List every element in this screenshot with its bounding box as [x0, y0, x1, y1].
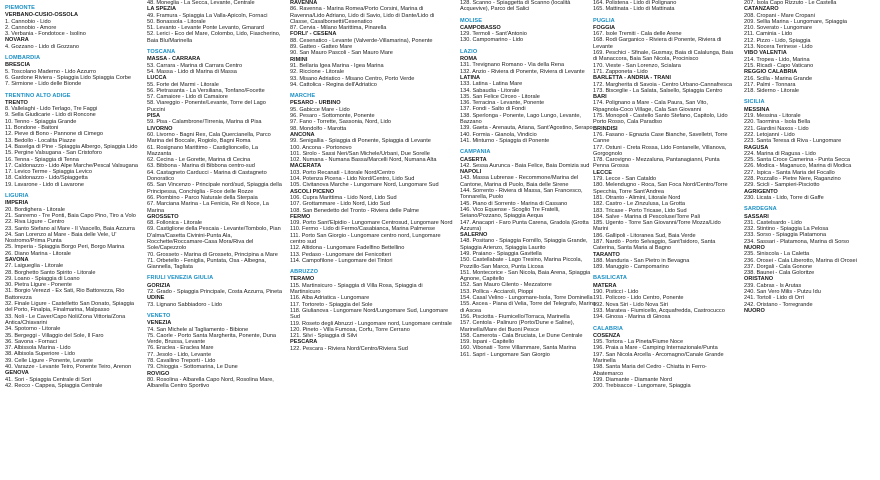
beach-entry: 28. Borghetto Santo Spirito - Litorale [5, 269, 96, 276]
beach-entry: 117. Tortoreto - Spiaggia del Sole [290, 301, 373, 308]
column-3 [287, 0, 456, 480]
province-heading: BRESCIA [5, 62, 31, 69]
beach-entry: 88. Cesenatico - Levante (Valverde-Villamarina), Ponente [290, 37, 433, 44]
beach-entry: 198. Santa Maria del Cedro - Chiatta in Ferro-Abatemarco [593, 364, 707, 377]
beach-entry: 107. Grottammare - Lido Nord, Lido Sud [290, 201, 390, 208]
province-heading: VERBANO-CUSIO-OSSOLA [5, 12, 79, 19]
province-heading: CATANZARO [744, 6, 779, 13]
beach-entry: 104. Potenza Picena - Lido Nord/Centro, Lido Sud [290, 176, 415, 183]
beach-entry: 95. Gabicce Mare - Lido [290, 106, 350, 113]
beach-entry: 91. Bellaria Igea Marina - Igea Marina [290, 62, 384, 69]
beach-entry: 116. Alba Adriatica - Lungomare [290, 295, 370, 302]
beach-entry: 29. Loano - Spiaggia di Loano [5, 275, 80, 282]
province-heading: LA SPEZIA [147, 6, 177, 13]
beach-entry: 52. Lerici - Eco del Mare, Colombo, Lido, Fiascherino, Baia Blu/Marinella [147, 31, 281, 44]
province-heading: REGGIO CALABRIA [744, 69, 798, 76]
beach-entry: 177. Ostuni - Creta Rossa, Lido Fontanelle, Villanova, Gorgognolo [593, 144, 727, 157]
beach-entry: 151. Montecorice - San Nicola, Baia Arena, Spiaggia Agnone, Capitello [460, 269, 591, 283]
province-heading: PESCARA [290, 339, 318, 346]
beach-entry: 242. Oristano - Torregrande [744, 301, 813, 308]
province-heading: TRENTO [5, 99, 28, 106]
province-heading: VIBO VALENTIA [744, 50, 787, 57]
beach-entry: 106. Cupra Marittima - Lido Nord, Lido Sud [290, 194, 397, 201]
beach-entry: 62. Cecina - Le Gorette, Marina di Cecina [147, 157, 251, 164]
beach-entry: 32. Finale Ligure - Castelletto San Donato, Spiaggia del Porto, Finalpia, Finalmarina, Malpasso [5, 301, 135, 314]
beach-entry: 147. Anacapri - Faro Punta Carena, Gradola (Grotta Azzurra) [460, 219, 589, 232]
beach-entry: 16. Tenna - Spiaggia di Tenna [5, 156, 79, 163]
beach-entry: 27. Laigueglia - Litorale [5, 263, 64, 270]
beach-entry: 142. Sessa Aurunca - Baia Felice, Baia Domizia sud [460, 162, 590, 169]
beach-entry: 100. Ancona - Portonovo [290, 144, 352, 151]
province-heading: ASCOLI PICENO [290, 188, 335, 195]
beach-entry: 199. Diamante - Diamante Nord [593, 376, 672, 383]
beach-entry: 86. Ravenna - Marina Romea/Porto Corsini, Marina di Ravenna/Lido Adriano, Lido di Savio, Lido di Dante/Lido di Classe, Casalborsetti/Cesenatico [290, 6, 435, 25]
beach-entry: 50. Bonassola - Litorale [147, 18, 206, 25]
province-heading: CASERTA [460, 156, 487, 163]
beach-entry: 63. Bibbona - Marina di Bibbona centro-sud [147, 163, 255, 170]
province-heading: FERMO [290, 213, 311, 220]
beach-entry: 39. Celle Ligure - Ponente, Levante [5, 357, 94, 364]
beach-entry: 10. Tenno - Spiaggia Grande [5, 118, 77, 125]
beach-entry: 65. San Vincenzo - Principale nord/sud, Spiaggia della Principessa, Conchiglia - Foce delle Rozze [147, 182, 282, 195]
beach-entry: 119. Roseto degli Abruzzi - Lungomare nord, Lungomare centrale [290, 320, 452, 327]
beach-entry: 174. Polignano a Mare - Cala Paura, San Vito, Ripagnola-Coco Village, Cala San Giovanni [593, 100, 708, 113]
beach-entry: 98. Mondolfo - Marotta [290, 125, 347, 132]
beach-entry: 187. Nardò - Porto Selvaggio, Sant'Isidoro, Santa Caterina, Santa Maria al Bagno [593, 238, 716, 252]
beach-entry: 175. Monopoli - Castello Santo Stefano, Capitolo, Lido Porto Rosso, Cala Paradiso [593, 113, 728, 126]
beach-entry: 61. Rosignano Marittimo - Castiglioncello, La Mazzanta [147, 144, 258, 157]
beach-entry: 208. Cropani - Mare Cropani [744, 12, 815, 19]
province-heading: MESSINA [744, 106, 770, 113]
beach-entry: 197. San Nicola Arcella - Arcomagno/Canale Grande Marinella [593, 351, 724, 365]
beach-entry: 158. Camerota - Cala Bruciata, Le Dune Centrale [460, 332, 583, 339]
beach-entry: 152. San Mauro Cilento - Mezzatorre [460, 282, 552, 289]
beach-entry: 169. Peschici - Sfinale, Gusmay, Baia di Calalunga, Baia di Manaccora, Baia San Nicola, Procinisco [593, 50, 734, 63]
beach-entry: 213. Nocera Terinese - Lido [744, 44, 813, 51]
beach-entry: 148. Positano - Spiaggia Fornillo, Spiaggia Grande, Spiaggia Arienzo, Spiaggia Laurito [460, 238, 588, 251]
province-heading: COSENZA [593, 332, 621, 339]
beach-entry: 25. Imperia - Spiaggia Borgo Peri, Borgo Marina [5, 244, 125, 251]
beach-entry: 109. Porto Sant'Elpidio - Lungomare Centrosud, Lungomare Nord [290, 220, 453, 227]
beach-entry: 99. Senigallia - Spiaggia di Ponente, Spiaggia di Levante [290, 138, 431, 145]
beach-entry: 228. Pozzallo - Pietre Nere, Raganzino [744, 176, 841, 183]
beach-entry: 70. Grosseto - Marina di Grosseto, Principina a Mare [147, 251, 278, 258]
region-heading: BASILICATA [593, 275, 628, 282]
beach-entry: 172. Margherita di Savoia - Centro Urbano-Cannafresca [593, 81, 732, 88]
province-heading: MACERATA [290, 163, 322, 170]
beach-entry: 54. Massa - Lido di Marina di Massa [147, 68, 237, 75]
province-heading: UDINE [147, 295, 165, 302]
beach-entry: 236. Orosei - Cala Liberotto, Marina di Orosei [744, 257, 857, 264]
province-heading: PISA [147, 113, 161, 120]
province-heading: RAVENNA [290, 0, 318, 6]
beach-entry: 36. Savona - Fornaci [5, 338, 57, 345]
beach-entry: 219. Messina - Litorale [744, 113, 801, 120]
beach-entry: 60. Livorno - Bagni Rex, Cala Quercianella, Parco Marina del Boccale, Rogiolo, Bagni Roma [147, 131, 271, 145]
beach-entry: 200. Trebisacce - Lungomare, Spiaggia [593, 383, 691, 390]
beach-entry: 79. Chioggia - Sottomarina, Le Dune [147, 364, 238, 371]
beach-entry: 34. Spotorno - Litorale [5, 326, 61, 333]
province-heading: CAMPOBASSO [460, 24, 501, 31]
beach-entry: 230. Licata - Lido, Torre di Gaffe [744, 194, 824, 201]
beach-entry: 49. Framura - Spiaggia La Valla-Apicoln, Fornaci [147, 12, 268, 19]
beach-entry: 227. Ispica - Santa Maria del Focallo [744, 169, 835, 176]
beach-entry: 155. Ascea - Piana di Velia, Torre del Telegrafo, Marina di Ascea [460, 301, 596, 314]
beach-entry: 56. Pietrasanta - La Versiliana, Tonfano/Focette [147, 87, 265, 94]
beach-entry: 140. Formia - Gianola, Vindicio [460, 131, 537, 138]
beach-entry: 122. Pescara - Riviera Nord/Centro/Riviera Sud [290, 345, 408, 352]
province-heading: NUORO [744, 307, 765, 314]
beach-entry: 51. Levanto - Levante Ponte Levanto, Gmarard [147, 25, 264, 32]
beach-entry: 8. Vallelaghi - Lido Terlago, Tre Faggi [5, 106, 98, 113]
beach-entry: 77. Jesolo - Lido, Levante [147, 351, 212, 358]
beach-entry: 31. Borgio Verezzi - Ex Sati, Rio Battorezza, Rio Battorezza [5, 288, 125, 301]
beach-entry: 121. Silvi - Spiaggia di Silvi [290, 333, 358, 340]
province-heading: AGRIGENTO [744, 188, 778, 195]
beach-entry: 157. Centola - Palinuro (Porto/Dune e Saline), Marinella/Mare dei Buoni Pesce [460, 320, 575, 333]
beach-entry: 3. Verbania - Fondotoce - Isolino [5, 31, 86, 38]
beach-entry: 184. Salve - Marina di Pescoluse/Torre Pali [593, 213, 700, 220]
beach-entry: 118. Giulianova - Lungomare Nord/Lungomare Sud, Lungomare Sud [290, 307, 449, 321]
beach-entry: 239. Cabras - Is Arutas [744, 282, 802, 289]
region-heading: SICILIA [744, 99, 765, 106]
beach-entry: 211. Caminia - Lido [744, 31, 793, 38]
region-heading: TRENTINO ALTO ADIGE [5, 92, 71, 99]
beach-entry: 1. Cannobio - Lido [5, 18, 51, 25]
beach-entry: 145. Piano di Sorrento - Marina di Cassano [460, 200, 568, 207]
beach-entry: 14. Baselga di Pine - Spiaggia Albergo, Spiaggia Lido [5, 143, 138, 150]
region-heading: SARDEGNA [744, 206, 777, 213]
beach-entry: 58. Viareggio - Ponente/Levante, Torre del Lago Puccini [147, 100, 266, 113]
beach-entry: 160. Vibonati - Torre Villammare, Santa Marina [460, 345, 576, 352]
province-heading: NUORO [744, 244, 765, 251]
beach-entry: 108. San Benedetto del Tronto - Riviera delle Palme [290, 207, 420, 214]
region-heading: ABRUZZO [290, 269, 319, 276]
beach-entry: 17. Caldonazzo - Lido Alpe Marche/Pescal Valsugana [5, 162, 138, 169]
beach-entry: 222. Letojanni - Lido [744, 131, 795, 138]
beach-entry: 17. Levico Terme - Spiaggia Levico [5, 169, 92, 176]
province-heading: LUCCA [147, 75, 167, 82]
beach-entry: 90. San Mauro Pascoli - San Mauro Mare [290, 50, 393, 57]
region-heading: TOSCANA [147, 49, 176, 56]
region-heading: VENETO [147, 312, 171, 319]
beach-entry: 143. Massa Lubrense - Recommone/Marina del Cantone, Marina di Puolo, Baia delle Sirene [460, 175, 579, 188]
beach-entry: 173. Bisceglie - La Salata, Salsello, Spiaggia Centro [593, 87, 723, 94]
province-heading: GENOVA [5, 370, 29, 377]
beach-entry: 41. Sori - Spiaggia Centrale di Sori [5, 376, 92, 383]
beach-entry: 93. Misano Adriatico - Misano Centro, Porto Verde [290, 75, 415, 82]
province-heading: LATINA [460, 74, 481, 81]
province-heading: BRINDISI [593, 125, 618, 132]
beach-entry: 188. Manduria - San Pietro in Bevagna [593, 257, 690, 264]
beach-entry: 105. Civitanova Marche - Lungomare Nord, Lungomare Sud [290, 182, 439, 189]
beach-entry: 35. Bergeggi - Villaggio del Sole, Il Faro [5, 332, 104, 339]
beach-entry: 190. Pisticci - Lido [593, 289, 639, 296]
beach-entry: 149. Praiano - Spiaggia Gavitella [460, 250, 542, 257]
beach-entry: 80. Rosolina - Albarella Capo Nord, Rosolina Mare, Albarella Centro Sportivo [147, 376, 274, 390]
province-heading: BARI [593, 94, 607, 101]
beach-entry: 192. Nova Siri - Lido Nova Siri [593, 301, 668, 308]
beach-entry: 153. Pollica - Acciaroli, Pioppi [460, 288, 534, 295]
beach-entry: 218. Siderno - Litorale [744, 88, 800, 95]
beach-entry: 18. Caldonazzo - Lido/Spiaggetta [5, 175, 88, 182]
province-heading: NAPOLI [460, 169, 482, 176]
beach-entry: 164. Polistena - Lido di Polignano [593, 0, 677, 6]
province-heading: FOGGIA [593, 24, 616, 31]
beach-entry: 237. Dorgali - Cala Gonone [744, 263, 813, 270]
beach-entry: 133. Latina - Latina Mare [460, 81, 523, 88]
beach-entry: 139. Gaeta - Arenauta, Ariana, Sant'Agostino, Serapo [460, 125, 593, 132]
beach-entry: 114. Campofilone - Lungomare dei Tintori [290, 257, 393, 264]
region-heading: MOLISE [460, 17, 483, 24]
column-6 [741, 0, 878, 480]
beach-entry: 67. Marciana Marina - La Fenicia, Re di Noce, La Marina [147, 201, 269, 214]
beach-entry: 212. Pizzo - Lido, Spiaggia [744, 37, 811, 44]
beach-entry: 231. Castelsardo - Lido [744, 219, 802, 226]
beach-entry: 235. Siniscola - La Caletta [744, 251, 810, 258]
beach-entry: 9. Sella Giudicarie - Lido di Roncone [5, 112, 96, 119]
beach-entry: 19. Lavarone - Lido di Lavarone [5, 181, 84, 188]
beach-entry: 101. Sirolo - Sassi Neri/San Michele/Urbani, Due Sorelle [290, 150, 430, 157]
beach-entry: 182. Castro - Le Zinzulusa, La Grotta [593, 201, 686, 208]
beach-entry: 159. Ispani - Capitello [460, 339, 515, 346]
province-heading: TARANTO [593, 251, 620, 258]
beach-entry: 5. Toscolano Maderno - Lido Azzurro [5, 68, 97, 75]
beach-entry: 20. Bordighera - Litorale [5, 206, 66, 213]
beach-entry: 69. Castiglione della Pescaia - Levante/Tombolo, Pian D'alma/Casetta Civinini-Punta Ala, Rocchette/Roccamare-Casa Mora/Riva del Sole/Capezzolo [147, 226, 281, 252]
beach-entry: 150. Castellabate - Lago Tresino, Marina Piccola, Pozzillo-San Marco, Punta Licosa [460, 257, 583, 270]
beach-entry: 171. Zapponeta - Lido [593, 68, 648, 75]
beach-entry: 33. Noli - Le Caver/Capo Noli/Zona Vittoria/Zona Antica/Chiavarini [5, 313, 126, 326]
column-4 [457, 0, 599, 480]
beach-entry: 154. Casal Velino - Lungomare-Isola, Torre Dominella [460, 295, 593, 302]
province-heading: ORISTANO [744, 276, 774, 283]
beach-entry: 189. Maruggio - Campomarino [593, 264, 669, 271]
beach-entry: 132. Anzio - Riviera di Ponente, Riviera di Levante [460, 68, 585, 75]
beach-entry: 215. Ricadi - Capo Vaticano [744, 62, 814, 69]
beach-entry: 30. Pietra Ligure - Ponente [5, 282, 72, 289]
beach-entry: 214. Tropea - Lido, Marina [744, 56, 810, 63]
beach-entry: 111. Porto San Giorgio - Lungomare centro nord, Lungomare centro sud [290, 232, 441, 245]
beach-entry: 74. San Michele al Tagliamento - Bibione [147, 326, 249, 333]
beach-entry: 59. Pisa - Calambrone/Tirrenia, Marina di Pisa [147, 119, 262, 126]
beach-entry: 226. Modica - Maganuco, Marina di Modica [744, 163, 852, 170]
beach-entry: 144. Sorrento - Riviera di Massa, San Francesco, Tonnarella, Puolo [460, 188, 583, 201]
beach-entry: 102. Numana - Numana Bassa/Marcelli Nord, Numana Alta [290, 157, 437, 164]
beach-entry: 225. Santa Croce Camerina - Punta Secca [744, 157, 851, 164]
beach-entry: 234. Sassari - Platamona, Marina di Sorso [744, 238, 850, 245]
beach-entry: 6. Gardone Riviera - Spiaggia Lido Spiaggia Corbe [5, 74, 131, 81]
beach-entry: 217. Palmi - Tonnara [744, 81, 796, 88]
beach-entry: 179. Lecce - San Cataldo [593, 176, 657, 183]
beach-entry: 185. Ugento - Torre San Giovanni/Torre Mozza/Lido Marini [593, 220, 721, 233]
beach-entry: 110. Fermo - Lido di Fermo/Casabianca, Marina Palmense [290, 226, 436, 233]
province-heading: TERAMO [290, 276, 315, 283]
beach-entry: 120. Pineto - Villa Fumosa, Corfu, Torre Cerrano [290, 326, 410, 333]
beach-entry: 136. Terracina - Levante, Ponente [460, 100, 545, 107]
beach-entry: 64. Castagneto Carducci - Marina di Castagneto Donoratico [147, 169, 267, 183]
province-heading: GROSSETO [147, 213, 179, 220]
province-heading: ROVIGO [147, 370, 170, 377]
beach-entry: 196. Praia a Mare - Camping Internazionale/Punta [593, 345, 718, 352]
beach-entry: 229. Scicli - Sampieri-Pisciotto [744, 182, 820, 189]
province-heading: ANCONA [290, 131, 315, 138]
beach-entry: 66. Piombino - Parco Naturale della Sterpaia [147, 194, 258, 201]
beach-entry: 181. Otranto - Alimini, Litorale Nord [593, 194, 681, 201]
province-heading: LIVORNO [147, 125, 173, 132]
beach-entry: 37. Albissola Marina - Lido [5, 345, 71, 352]
beach-entry: 129. Termoli - Sant'Antonio [460, 31, 527, 38]
beach-entry: 76. Eraclea - Eraclea Mare [147, 345, 214, 352]
beach-entry: 15. Pergine Valsugana - San Cristoforo [5, 150, 102, 157]
beach-entry: 156. Pisciotta - Fiumicello/Torraca, Marinella [460, 313, 570, 320]
beach-entry: 210. Soverato - Lungomare [744, 25, 813, 32]
beach-entry: 57. Camaiore - Lido di Camaiore [147, 94, 228, 101]
province-heading: LECCE [593, 169, 612, 176]
beach-entry: 42. Recco - Cappea, Spiaggia Centrale [5, 382, 103, 389]
beach-entry: 103. Porto Recanati - Litorale Nord/Centro [290, 169, 395, 176]
beach-entry: 241. Tortolì - Lido di Orrì [744, 295, 805, 302]
beach-entry: 7. Sirmione - Lido delle Bionde [5, 81, 82, 88]
beach-entry: 233. Sorso - Spiaggia Platamona [744, 232, 827, 239]
beach-entry: 68. Follonica - Litorale [147, 220, 203, 227]
province-heading: GORIZIA [147, 282, 171, 289]
beach-entry: 216. Scilla - Marina Grande [744, 75, 813, 82]
beach-entry: 178. Carovigno - Mezzaluna, Pantanagianni, Punta Penna Grossa [593, 157, 720, 170]
beach-entry: 141. Minturno - Spiaggia di Ponente [460, 137, 550, 144]
province-heading: MATERA [593, 282, 617, 289]
region-heading: PUGLIA [593, 17, 615, 24]
province-heading: BARLETTA - ANDRIA - TRANI [593, 75, 671, 82]
beach-entry: 21. Sanremo - Tre Ponti, Baia Capo Pino, Tiro a Volo [5, 212, 136, 219]
beach-entry: 138. Sperlonga - Ponente, Lago Lungo, Levante, Bazzano [460, 112, 581, 126]
beach-entry: 183. Tricase - Porto Tricase, Lido Sud [593, 207, 687, 214]
beach-entry: 13. Bedollo - Localita Piazze [5, 137, 76, 144]
beach-entry: 221. Giardini Naxos - Lido [744, 125, 809, 132]
beach-entry: 232. Stintino - Spiaggia La Pelosa [744, 226, 829, 233]
beach-entry: 55. Forte dei Marmi - Litorale [147, 81, 219, 88]
beach-entry: 26. Diano Marina - Litorale [5, 250, 71, 257]
beach-entry: 40. Varazze - Levante Teiro, Ponente Teiro, Arenon [5, 364, 132, 371]
column-2 [144, 0, 285, 480]
beach-entry: 176. Fasano - Egnazia Case Bianche, Savelletri, Torre Canne [593, 131, 728, 145]
region-heading: LAZIO [460, 48, 478, 55]
beach-entry: 23. Santo Stefano al Mare - Il Vascello, Baia Azzurra [5, 225, 135, 232]
beach-entry: 131. Trevignano Romano - Via della Rena [460, 62, 565, 69]
beach-entry: 207. Isola Capo Rizzuto - Le Castella [744, 0, 837, 6]
beach-entry: 75. Caorle - Porto Santa Margherita, Ponente, Duna Verde, Brussa, Levante [147, 332, 277, 346]
beach-entry: 71. Orbetello - Feniglia, Puntata, Osa - Albegna, Giannella, Tagliata [147, 257, 267, 271]
beach-entry: 89. Gatteo - Gatteo Mare [290, 44, 353, 51]
region-heading: CAMPANIA [460, 149, 491, 156]
beach-entry: 134. Sabaudia - Litorale [460, 87, 520, 94]
beach-entry: 161. Sapri - Lungomare San Giorgio [460, 351, 550, 358]
beach-entry: 72. Grado - Spiaggia Principale, Costa Azzurra, Pineta [147, 289, 282, 296]
beach-entry: 97. Fano - Torrette, Sassonia, Nord, Lido [290, 119, 391, 126]
beach-entry: 78. Cavallino Treporti - Lido [147, 358, 216, 365]
beach-entry: 238. Baunei - Cala Goloritze [744, 270, 815, 277]
column-1 [2, 0, 142, 480]
province-heading: SASSARI [744, 213, 769, 220]
beach-entry: 223. Santa Teresa di Riva - Lungomare [744, 138, 842, 145]
beach-entry: 92. Riccione - Litorale [290, 69, 345, 76]
beach-entry: 53. Carrara - Marina di Carrara Centro [147, 62, 243, 69]
beach-entry: 112. Altidona - Lungomare Fadelfino Bettellino [290, 245, 405, 252]
province-heading: IMPERIA [5, 200, 29, 207]
province-heading: VENEZIA [147, 320, 172, 327]
beach-entry: 240. San Vero Milis - Putzu Idu [744, 289, 821, 296]
province-heading: PESARO - URBINO [290, 100, 341, 107]
beach-entry: 195. Tortora - La Pineta/Fiume Noce [593, 339, 684, 346]
region-heading: CALABRIA [593, 325, 624, 332]
beach-entry: 186. Gallipoli - Litoranea Sud, Baia Verde [593, 232, 696, 239]
beach-entry: 11. Bondone - Baitoni [5, 125, 59, 132]
beach-entry: 96. Pesaro - Sottomonte, Ponente [290, 113, 375, 120]
beach-entry: 2. Cannobio - Amore [5, 24, 57, 31]
region-heading: PIEMONTE [5, 5, 36, 11]
region-heading: FRIULI VENEZIA GIULIA [147, 275, 214, 282]
beach-entry: 191. Policoro - Lido Centro, Ponente [593, 295, 684, 302]
beach-entry: 137. Fondi - Salto di Fondi [460, 106, 526, 113]
province-heading: RIMINI [290, 56, 308, 63]
province-heading: SAVONA [5, 256, 29, 263]
beach-entry: 115. Martinsicuro - Spiaggia di Villa Rosa, Spiaggia di Martinsicuro [290, 282, 423, 296]
column-5 [590, 0, 737, 480]
beach-entry: 193. Maratea - Fiumicello, Acquafredda, Castrocucco [593, 307, 725, 314]
province-heading: NOVARA [5, 37, 29, 44]
beach-entry: 209. Sellia Marina - Lungomare, Spiaggia [744, 18, 847, 25]
beach-entry: 94. Cattolica - Regina dell'Adriatico [290, 81, 377, 88]
region-heading: MARCHE [290, 93, 316, 100]
region-heading: LIGURIA [5, 193, 29, 200]
beach-entry: 167. Isole Tremiti - Cala delle Arene [593, 31, 682, 38]
beach-entry: 113. Pedaso - Lungomare dei Fenicotteri [290, 251, 391, 258]
beach-entry: 180. Melendugno - Roca, San Foca Nord/Centro/Torre Specchia, Torre Sant'Andrea [593, 182, 728, 195]
province-heading: FORLI' - CESENA [290, 31, 337, 38]
beach-entry: 73. Lignano Sabbiadoro - Lido [147, 301, 222, 308]
beach-entry: 87. Cervia - Milano Marittima, Pinarella [290, 25, 387, 32]
beach-entry: 12. Pieve di Bono - Pannone di Cimego [5, 131, 103, 138]
beach-entry: 4. Gozzano - Lido di Gozzano [5, 43, 80, 50]
province-heading: SALERNO [460, 232, 488, 239]
beach-entry: 38. Albisola Superiore - Lido [5, 351, 75, 358]
beach-entry: 135. San Felice Circeo - Litorale [460, 93, 540, 100]
beach-entry: 128. Scanno - Spiaggetta di Scanno (località Acquevive), Parco del Salici [460, 0, 571, 13]
beach-entry: 224. Marina di Ragusa - Lido [744, 150, 816, 157]
province-heading: MASSA - CARRARA [147, 56, 201, 63]
region-heading: LOMBARDIA [5, 55, 41, 62]
beach-entry: 170. Vieste - San Lorenzo, Scialara [593, 62, 681, 69]
beach-entry: 168. Rodi Garganico - Riviera di Ponente, Riviera di Levante [593, 37, 722, 50]
beach-entry: 22. Riva Ligure - Centro [5, 219, 65, 226]
beach-entry: 194. Ginosa - Marina di Ginosa [593, 314, 671, 321]
province-heading: RAGUSA [744, 144, 769, 151]
beach-entry: 220. Taormina - Isola Bella [744, 119, 811, 126]
beach-entry: 130. Campomarino - Lido [460, 37, 524, 44]
beach-entry: 146. Vico Equense - Scoglio Tre Fratelli, Seiano/Pozzano, Spiaggia Aequa [460, 206, 560, 220]
beach-entry: 165. Mattinata - Lido di Mattinata [593, 6, 675, 13]
beach-entry: 48. Moneglia - La Secca, Levante, Centrale [147, 0, 255, 6]
province-heading: ROMA [460, 56, 478, 63]
beach-entry: 24. San Lorenzo al Mare - Baia delle Vele, U' Nostromo/Prima Punta [5, 231, 117, 245]
